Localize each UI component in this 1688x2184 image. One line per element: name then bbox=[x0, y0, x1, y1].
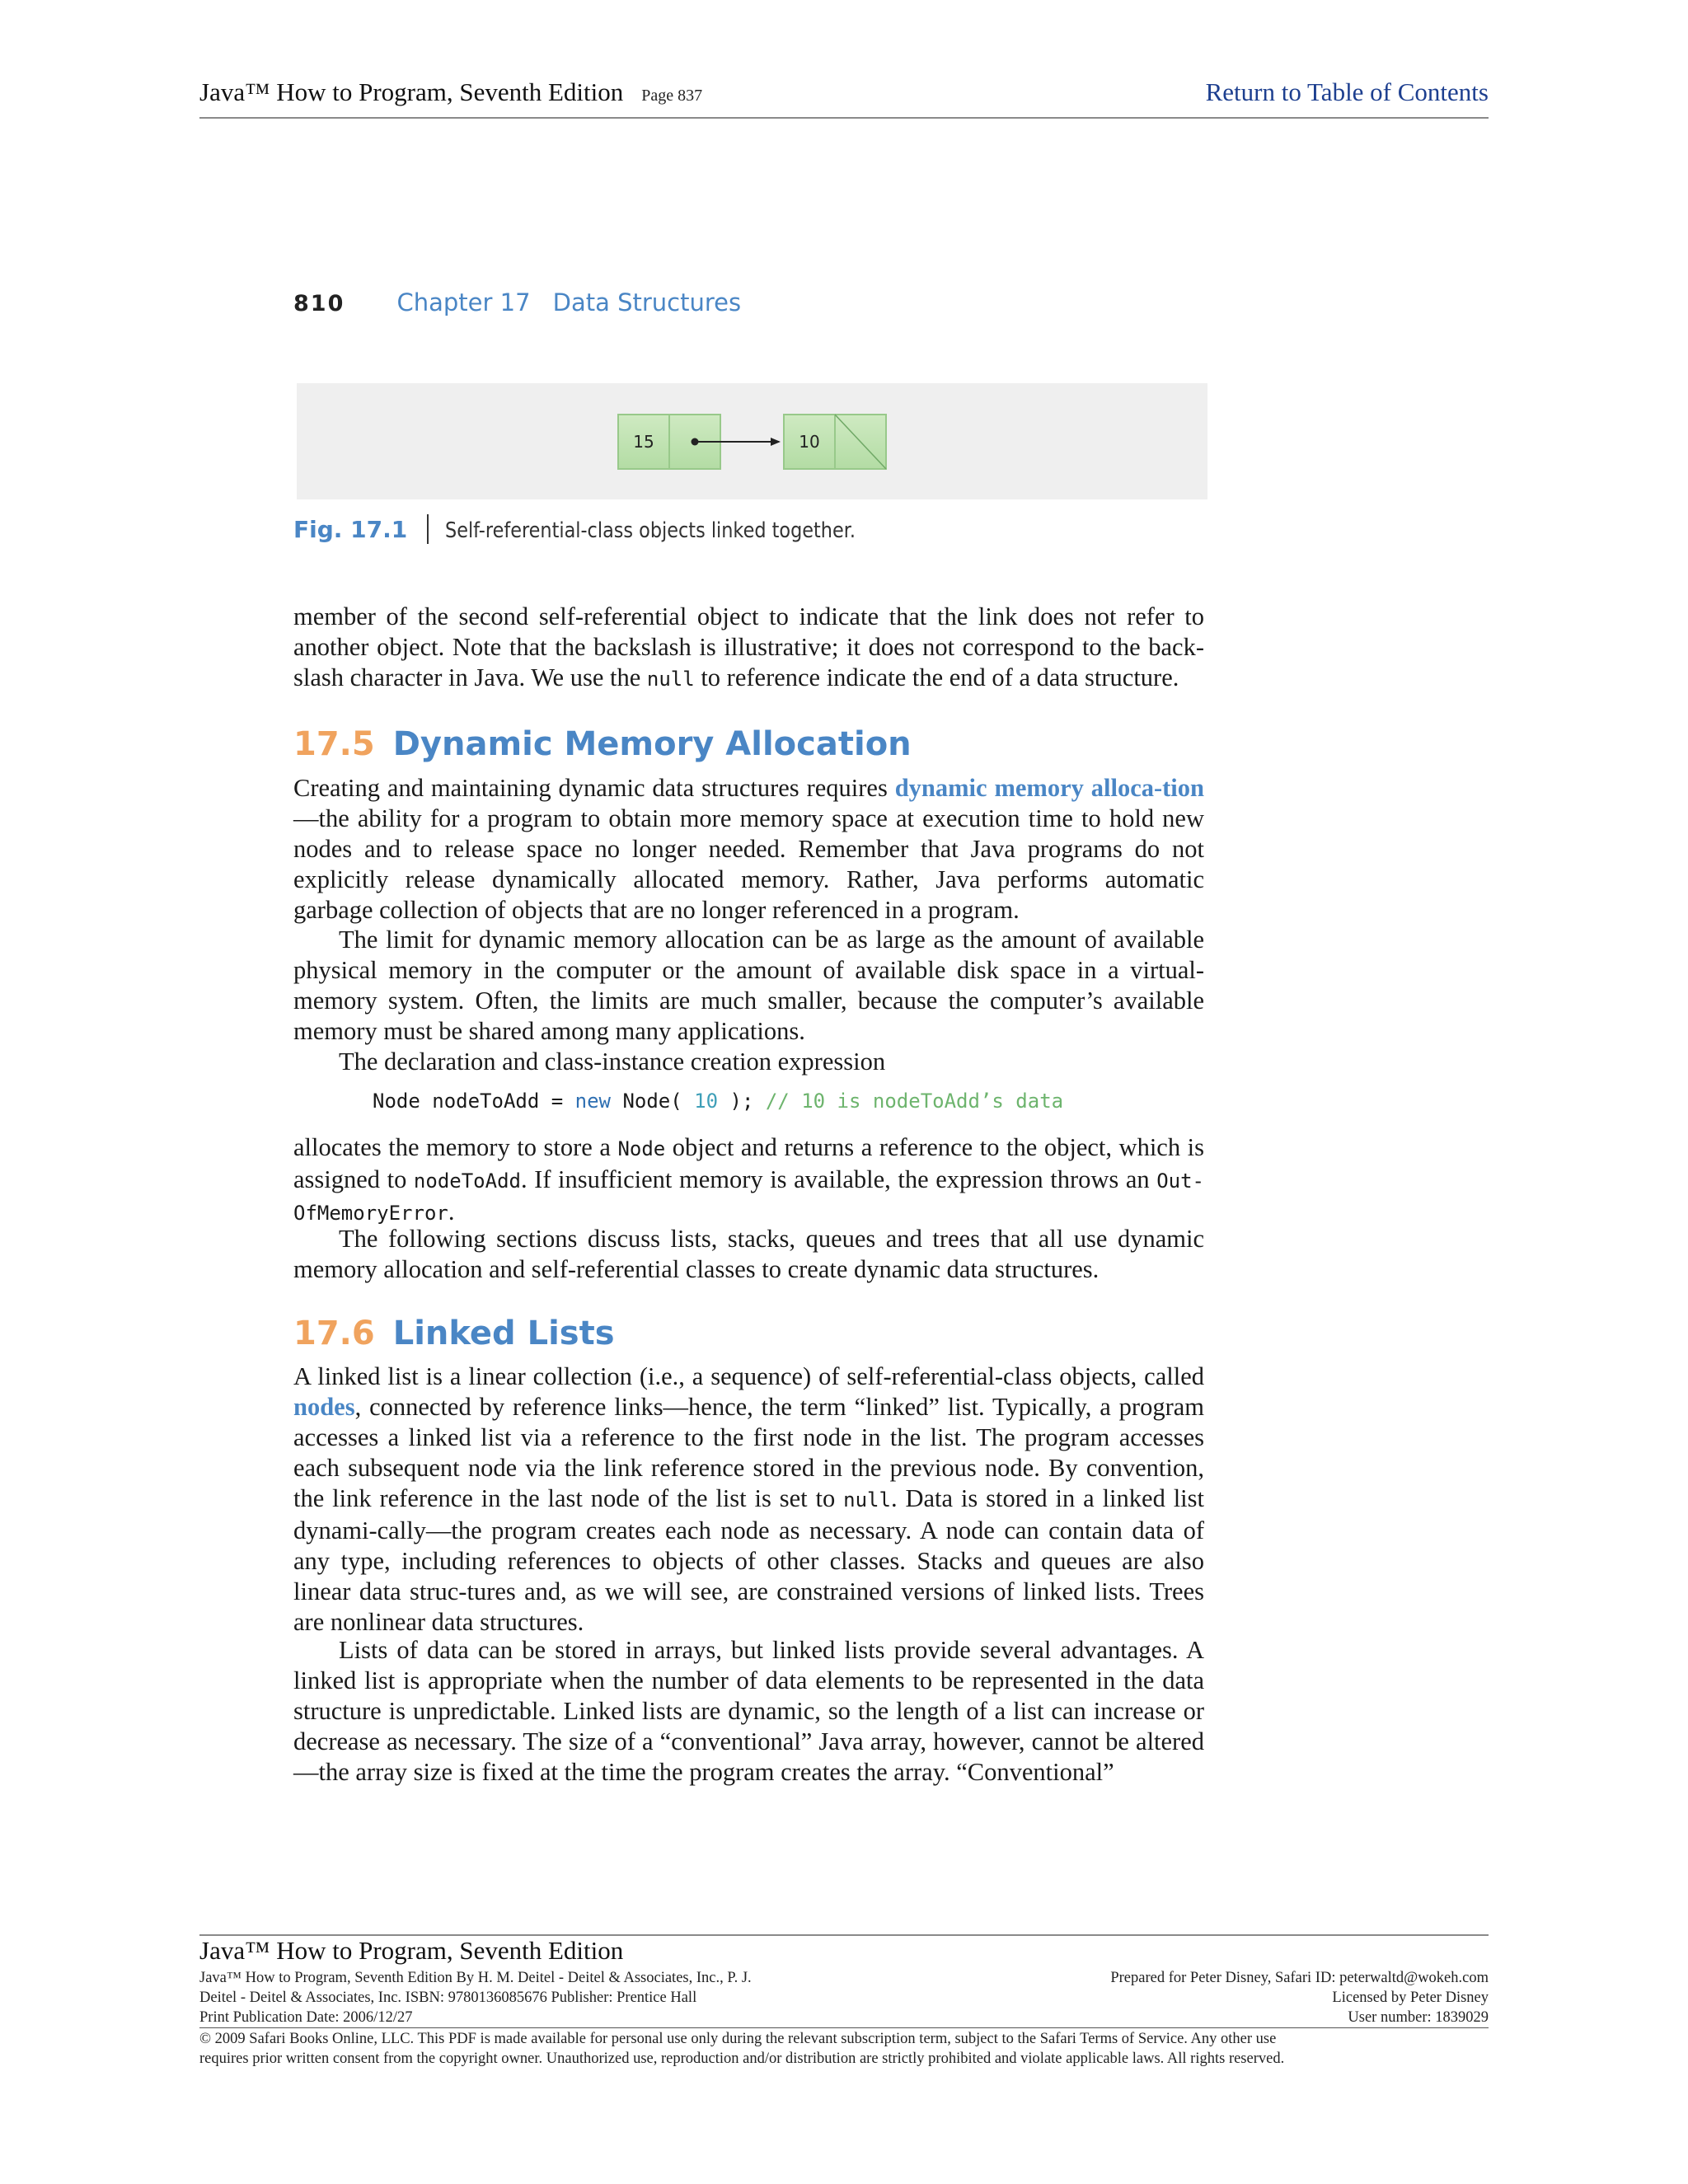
section-title: Linked Lists bbox=[392, 1315, 615, 1352]
section-number: 17.5 bbox=[293, 725, 375, 763]
section-heading-17-6 bbox=[293, 1315, 615, 1352]
chapter-title: Data Structures bbox=[552, 288, 742, 316]
section-number: 17.6 bbox=[293, 1315, 375, 1352]
top-header bbox=[199, 76, 1489, 119]
footer-citation-line-1: Java™ How to Program, Seventh Edition By H. M. Deitel - Deitel & Associates, Inc., P. J. bbox=[199, 1970, 752, 1986]
term-dynamic-memory-allocation: dynamic memory alloca-tion bbox=[894, 774, 1204, 802]
caption-separator bbox=[427, 514, 429, 544]
node-value-10: 10 bbox=[799, 432, 820, 452]
code-example: Node nodeToAdd = new Node( 10 ); // 10 is nodeToAdd’s data bbox=[373, 1090, 1064, 1113]
footer-title: Java™ How to Program, Seventh Edition bbox=[199, 1936, 624, 1965]
section-title: Dynamic Memory Allocation bbox=[392, 725, 912, 763]
paragraph-1: member of the second self-referential object to indicate that the link does not refer to another object. Note that the backslash is illustrative; it does not correspond to the back-slash character in Java. We use the null to reference indicate the end of a data structure. bbox=[293, 602, 1204, 691]
footer-divider bbox=[199, 2027, 1489, 2028]
node-value-15: 15 bbox=[633, 432, 654, 452]
book-title: Java™ How to Program, Seventh Edition Page 837 bbox=[199, 77, 703, 106]
return-to-toc-link[interactable]: Return to Table of Contents bbox=[1205, 77, 1489, 106]
section-heading-17-5 bbox=[293, 725, 912, 763]
paragraph-7: A linked list is a linear collection (i.e., a sequence) of self-referential-class objects, called nodes, connected by reference links—hence, the term “linked” list. Typically, a program accesses a linked list via a reference to the first node in the list. The program accesses each subsequent node via the link reference stored in the previous node. By convention, the link reference in the last node of the list is set to null. Data is stored in a linked list dynami-cally—the program creates each node as necessary. A node can contain data of any type, including references to objects of other classes. Stacks and queues are also linear data struc-tures and, as we will see, are constrained versions of linked lists. Trees are nonlinear data structures. bbox=[293, 1362, 1204, 1636]
paragraph-4: The declaration and class-instance creation expression bbox=[339, 1047, 886, 1076]
figure-label: Fig. 17.1 bbox=[293, 516, 408, 543]
list-node-10 bbox=[784, 415, 886, 469]
figure-caption bbox=[293, 514, 922, 544]
footer bbox=[199, 1934, 1489, 2067]
page-reference: Page 837 bbox=[641, 87, 703, 105]
running-head bbox=[293, 288, 741, 316]
footer-publication-date: Print Publication Date: 2006/12/27 bbox=[199, 2009, 413, 2026]
linked-nodes-diagram bbox=[297, 383, 1207, 499]
footer-citation-line-2: Deitel - Deitel & Associates, Inc. ISBN: 9780136085676 Publisher: Prentice Hall bbox=[199, 1990, 697, 2006]
footer-copyright-line-1: © 2009 Safari Books Online, LLC. This PDF is made available for personal use only during the relevant subscription term, subject to the Safari Terms of Service. Any other use bbox=[199, 2031, 1277, 2047]
paragraph-3: The limit for dynamic memory allocation can be as large as the amount of available physical memory in the computer or the amount of available disk space in a virtual-memory system. Often, the limits are much smaller, because the computer’s available memory must be shared among many applications. bbox=[293, 926, 1204, 1045]
paragraph-8: Lists of data can be stored in arrays, but linked lists provide several advantages. A linked list is appropriate when the number of data elements to be represented in the data structure is unpredictable. Linked lists are dynamic, so the length of a list can increase or decrease as necessary. The size of a “conventional” Java array, however, cannot be altered—the array size is fixed at the time the program creates the array. “Conventional” bbox=[293, 1636, 1204, 1786]
footer-user-number: User number: 1839029 bbox=[1348, 2009, 1489, 2026]
footer-licensed-by: Licensed by Peter Disney bbox=[1332, 1990, 1489, 2006]
figure-caption-text: Self-referential-class objects linked together. bbox=[445, 518, 856, 543]
footer-copyright-line-2: requires prior written consent from the copyright owner. Unauthorized use, reproduction and/or distribution are strictly prohibited and violate applicable laws. All rights reserved. bbox=[199, 2050, 1285, 2067]
paragraph-6: The following sections discuss lists, stacks, queues and trees that all use dynamic memory allocation and self-referential classes to create dynamic data structures. bbox=[293, 1225, 1204, 1283]
footer-prepared-for: Prepared for Peter Disney, Safari ID: peterwaltd@wokeh.com bbox=[1110, 1970, 1489, 1986]
paragraph-2: Creating and maintaining dynamic data structures requires dynamic memory alloca-tion—the ability for a program to obtain more memory space at execution time to hold new nodes and to release space no longer needed. Remember that Java programs do not explicitly release dynamically allocated memory. Rather, Java performs automatic garbage collection of objects that are no longer referenced in a program. bbox=[293, 774, 1204, 924]
chapter-label: Chapter 17 bbox=[396, 288, 531, 316]
page-number: 810 bbox=[293, 291, 345, 316]
paragraph-5: allocates the memory to store a Node object and returns a reference to the object, which is assigned to nodeToAdd. If insufficient memory is available, the expression throws an Out-OfMemoryError. bbox=[293, 1133, 1204, 1226]
figure-17-1 bbox=[297, 383, 1207, 499]
term-nodes: nodes bbox=[293, 1393, 355, 1421]
